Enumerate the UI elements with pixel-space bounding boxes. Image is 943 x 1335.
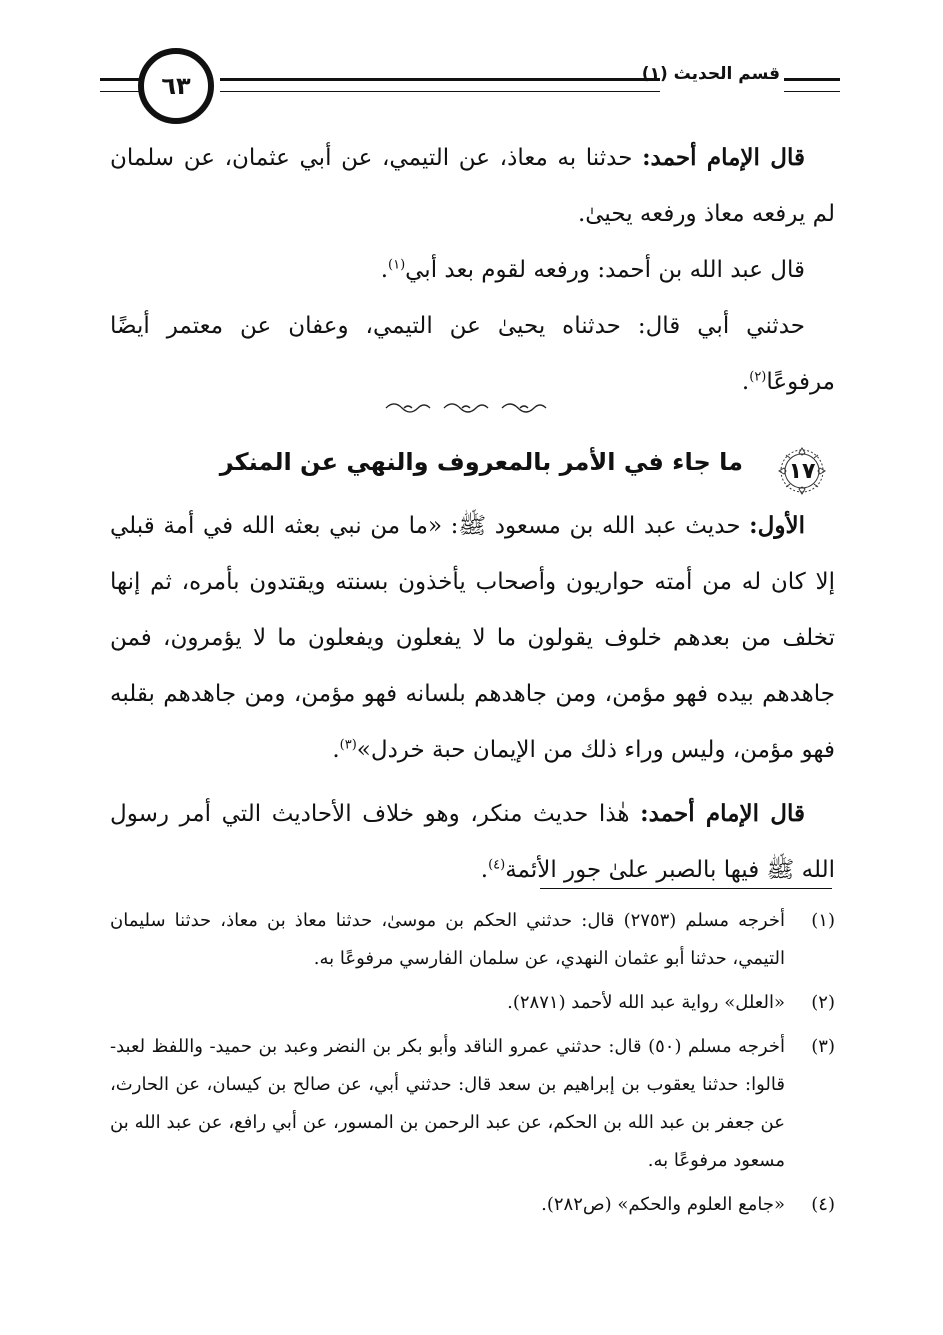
footnote-text: «العلل» رواية عبد الله لأحمد (٢٨٧١). <box>507 992 785 1013</box>
body-paragraph-1 <box>110 498 835 778</box>
footnote-number: (٢) <box>811 992 835 1013</box>
header-rule-middle <box>220 78 660 92</box>
footnote-2 <box>110 984 835 1022</box>
footnote-number: (١) <box>811 910 835 931</box>
footnotes <box>110 902 835 1230</box>
header-rule-left <box>100 78 140 92</box>
body-paragraph-2 <box>110 786 835 898</box>
body-p1-text: حديث عبد الله بن مسعود ﷺ: «ما من نبي بعثه الله في أمة قبلي إلا كان له من أمته حواريون وأصحاب يأخذون بسنته ويقتدون بأمره، ثم إنها تخلف من بعدهم خلوف يقولون ما لا يفعلون ويفعلون ما لا يؤمرون، فمن جاهدهم بيده فهو مؤمن، ومن جاهدهم بلسانه فهو مؤمن، ومن جاهدهم بقلبه فهو مؤمن، وليس وراء ذلك من الإيمان حبة خردل» <box>110 513 835 763</box>
intro-p1-lead: قال الإمام أحمد: <box>642 144 805 171</box>
running-title: قسم الحديث (١) <box>641 64 780 84</box>
footnote-3 <box>110 1028 835 1180</box>
intro-p3-text: حدثني أبي قال: حدثناه يحيىٰ عن التيمي، وعفان عن معتمر أيضًا مرفوعًا <box>110 313 835 395</box>
footnote-4 <box>110 1186 835 1224</box>
footnote-number: (٤) <box>811 1194 835 1215</box>
header-rule-right <box>784 78 840 92</box>
body-p2-lead: قال الإمام أحمد: <box>640 800 805 827</box>
page-header <box>100 48 840 138</box>
intro-paragraph-3 <box>110 298 835 410</box>
footnote-text: «جامع العلوم والحكم» (ص٢٨٢). <box>541 1194 785 1215</box>
intro-paragraph-2 <box>110 242 835 298</box>
footnote-ref-4: (٤) <box>488 857 506 873</box>
chapter-number: ١٧ <box>788 458 816 484</box>
body-p2-text: هٰذا حديث منكر، وهو خلاف الأحاديث التي أمر رسول الله ﷺ فيها بالصبر علىٰ جور الأئمة <box>110 801 835 883</box>
body-p2-end: . <box>480 857 489 883</box>
ornament-divider-icon <box>380 398 560 418</box>
footnote-ref-1: (١) <box>388 257 406 273</box>
body-p1-lead: الأول: <box>749 512 805 539</box>
intro-p1-text: حدثنا به معاذ، عن التيمي، عن أبي عثمان، عن سلمان لم يرفعه معاذ ورفعه يحيىٰ. <box>110 145 835 227</box>
page-number: ٦٣ <box>138 48 214 124</box>
footnote-number: (٣) <box>811 1036 835 1057</box>
intro-paragraph-1 <box>110 130 835 242</box>
footnote-ref-3: (٣) <box>339 737 357 753</box>
chapter-title: ما جاء في الأمر بالمعروف والنهي عن المنكر <box>219 448 743 476</box>
body-p1-end: . <box>332 737 340 763</box>
footnote-ref-2: (٢) <box>749 369 767 385</box>
intro-block <box>110 130 835 410</box>
footnote-text: أخرجه مسلم (٥٠) قال: حدثني عمرو الناقد وأبو بكر بن النضر وعبد بن حميد- واللفظ لعبد- قالوا: حدثنا يعقوب بن إبراهيم بن سعد قال: حدثني أبي، عن صالح بن كيسان، عن الحارث، عن جعفر بن عبد الله بن الحكم، عن عبد الرحمن بن المسور، عن أبي رافع، عن عبد الله بن مسعود مرفوعًا به. <box>110 1036 785 1171</box>
intro-p2-end: . <box>380 257 388 283</box>
main-block <box>110 498 835 898</box>
footnote-separator <box>540 888 832 889</box>
intro-p2-text: قال عبد الله بن أحمد: ورفعه لقوم بعد أبي <box>405 257 805 283</box>
footnote-1 <box>110 902 835 978</box>
footnote-text: أخرجه مسلم (٢٧٥٣) قال: حدثني الحكم بن موسىٰ، حدثنا معاذ بن معاذ، حدثنا سليمان التيمي، حدثنا أبو عثمان النهدي، عن سلمان الفارسي مرفوعًا به. <box>110 910 785 969</box>
intro-p3-end: . <box>741 369 750 395</box>
